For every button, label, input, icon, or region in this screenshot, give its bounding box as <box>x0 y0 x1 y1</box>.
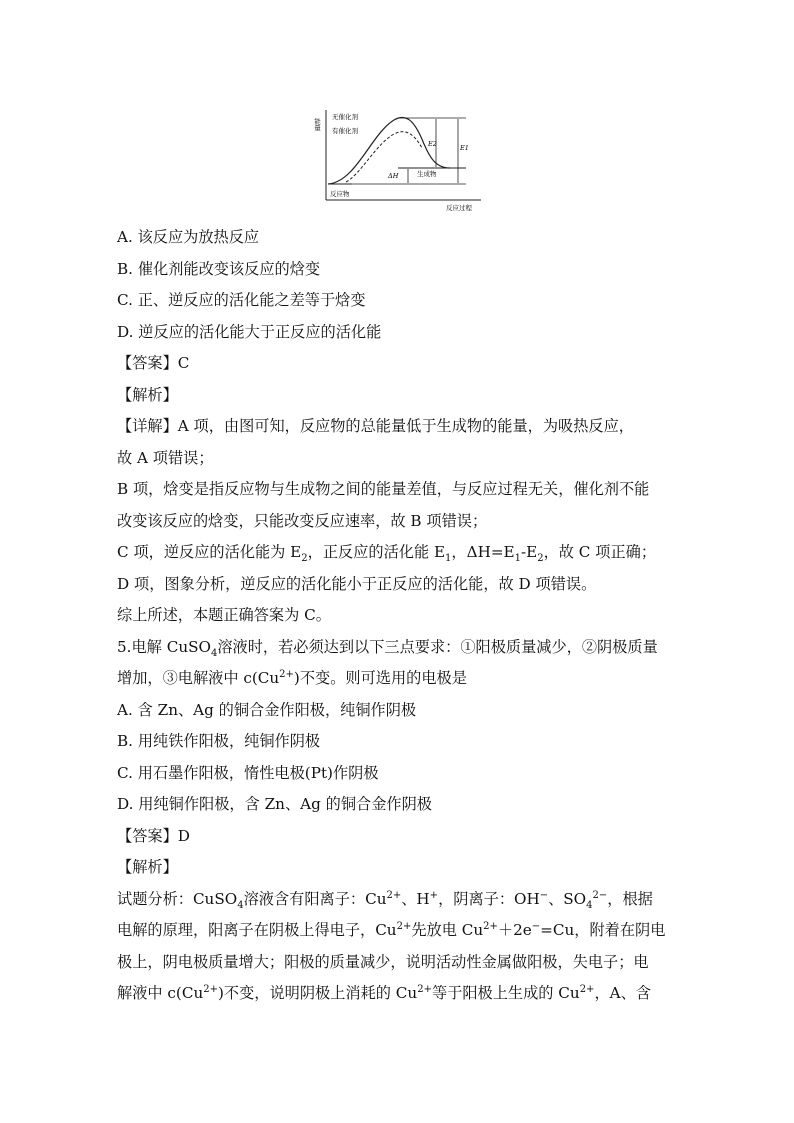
q5-stem-1 <box>117 632 677 664</box>
label-with-catalyst: 有催化剂 <box>332 127 358 135</box>
q5-analysis-title: 【解析】 <box>117 858 178 876</box>
q4-detail-5 <box>117 537 677 569</box>
q5-stem-2 <box>117 663 677 695</box>
q4-detail-4: 改变该反应的焓变，只能改变反应速率，故 B 项错误； <box>117 511 488 530</box>
q5-option-b: B. 用纯铁作阳极，纯铜作阴极 <box>117 732 321 750</box>
label-product: 生成物 <box>417 170 437 178</box>
text: 、H <box>401 889 430 908</box>
text: 电解的原理，阳离子在阴极上得电子，Cu <box>117 921 397 939</box>
q5-option-d: D. 用纯铜作阳极，含 Zn、Ag 的铜合金作阴极 <box>117 795 432 813</box>
sup: + <box>429 889 439 901</box>
q4-option-b: B. 催化剂能改变该反应的焓变 <box>117 259 321 278</box>
q4-detail-1: 【详解】A 项，由图可知，反应物的总能量低于生成物的能量，为吸热反应， <box>117 417 634 435</box>
sub: 1 <box>514 553 522 565</box>
q4-option-c: C. 正、逆反应的活化能之差等于焓变 <box>117 291 366 309</box>
q4-summary: 综上所述，本题正确答案为 C。 <box>117 606 331 624</box>
text: =Cu，附着在阴电 <box>540 921 666 939</box>
text: ，正反应的活化能 E <box>307 543 446 561</box>
label-no-catalyst: 无催化剂 <box>332 113 358 121</box>
label-e1: E1 <box>460 144 469 152</box>
document-body <box>117 222 677 1010</box>
text: 、SO <box>548 889 587 908</box>
q4-option-d: D. 逆反应的活化能大于正反应的活化能 <box>117 322 382 341</box>
sup: 2+ <box>483 920 498 932</box>
text: 解液中 c(Cu <box>117 984 204 1002</box>
sup: 2+ <box>203 983 218 995</box>
sup: 2+ <box>579 983 595 995</box>
text: ＋2e <box>497 921 532 939</box>
sup: − <box>539 889 549 901</box>
sub: 4 <box>586 899 593 911</box>
q4-detail-2: 故 A 项错误； <box>117 448 214 467</box>
text: 增加，③电解液中 c(Cu <box>117 669 280 687</box>
sup: 2+ <box>386 889 402 901</box>
sup: − <box>531 920 541 932</box>
text: 等于阳极上生成的 Cu <box>431 984 580 1002</box>
energy-diagram <box>313 104 486 216</box>
q4-detail-3: B 项，焓变是指反应物与生成物之间的能量差值，与反应过程无关，催化剂不能 <box>117 480 650 498</box>
text: 试题分析：CuSO <box>117 889 238 908</box>
text: ，A、含 <box>594 984 651 1002</box>
text: )不变，说明阴极上消耗的 Cu <box>217 984 418 1002</box>
catalyst-curve <box>346 132 422 182</box>
q4-option-a: A. 该反应为放热反应 <box>117 228 260 246</box>
q5-analysis-3: 极上，阴电极质量增大；阳极的质量减少，说明活动性金属做阳极，失电子；电 <box>117 952 649 971</box>
y-axis-label: 能量 <box>313 118 321 131</box>
sub: 4 <box>210 647 218 659</box>
x-axis-label: 反应过程 <box>446 204 472 212</box>
label-dh: ΔH <box>388 172 399 180</box>
q5-option-c: C. 用石墨作阳极，惰性电极(Pt)作阴极 <box>117 763 379 782</box>
q4-detail-6: D 项，图象分析，逆反应的活化能小于正反应的活化能，故 D 项错误。 <box>117 574 597 593</box>
sub: 2 <box>301 553 308 565</box>
label-e2: E2 <box>428 140 437 148</box>
text: -E <box>521 543 538 561</box>
text: ，ΔH=E <box>451 543 515 561</box>
sub: 1 <box>445 553 452 565</box>
q4-answer: 【答案】C <box>117 354 190 372</box>
sup: 2+ <box>279 668 294 680</box>
sub: 4 <box>237 899 244 911</box>
q5-analysis-2 <box>117 915 677 947</box>
text: ，根据 <box>607 889 653 908</box>
sup: 2+ <box>396 920 412 932</box>
sup: 2− <box>592 889 608 901</box>
text: 先放电 Cu <box>411 921 484 939</box>
label-reactant: 反应物 <box>330 190 350 198</box>
q5-option-a: A. 含 Zn、Ag 的铜合金作阳极，纯铜作阴极 <box>117 700 417 719</box>
text: 5.电解 CuSO <box>117 637 211 656</box>
text: 溶液时，若必须达到以下三点要求：①阳极质量减少，②阴极质量 <box>217 637 658 656</box>
text: ，故 C 项正确； <box>543 543 657 561</box>
text: 溶液含有阳离子：Cu <box>243 889 387 908</box>
q4-analysis-title: 【解析】 <box>117 385 178 404</box>
text: C 项，逆反应的活化能为 E <box>117 543 302 561</box>
text: )不变。则可选用的电极是 <box>293 669 467 687</box>
energy-diagram-svg <box>313 104 486 216</box>
sub: 2 <box>537 553 544 565</box>
q5-answer: 【答案】D <box>117 826 190 845</box>
q5-analysis-4 <box>117 978 677 1010</box>
sup: 2+ <box>417 983 432 995</box>
q5-analysis-1 <box>117 884 677 916</box>
text: ，阴离子：OH <box>438 889 540 908</box>
